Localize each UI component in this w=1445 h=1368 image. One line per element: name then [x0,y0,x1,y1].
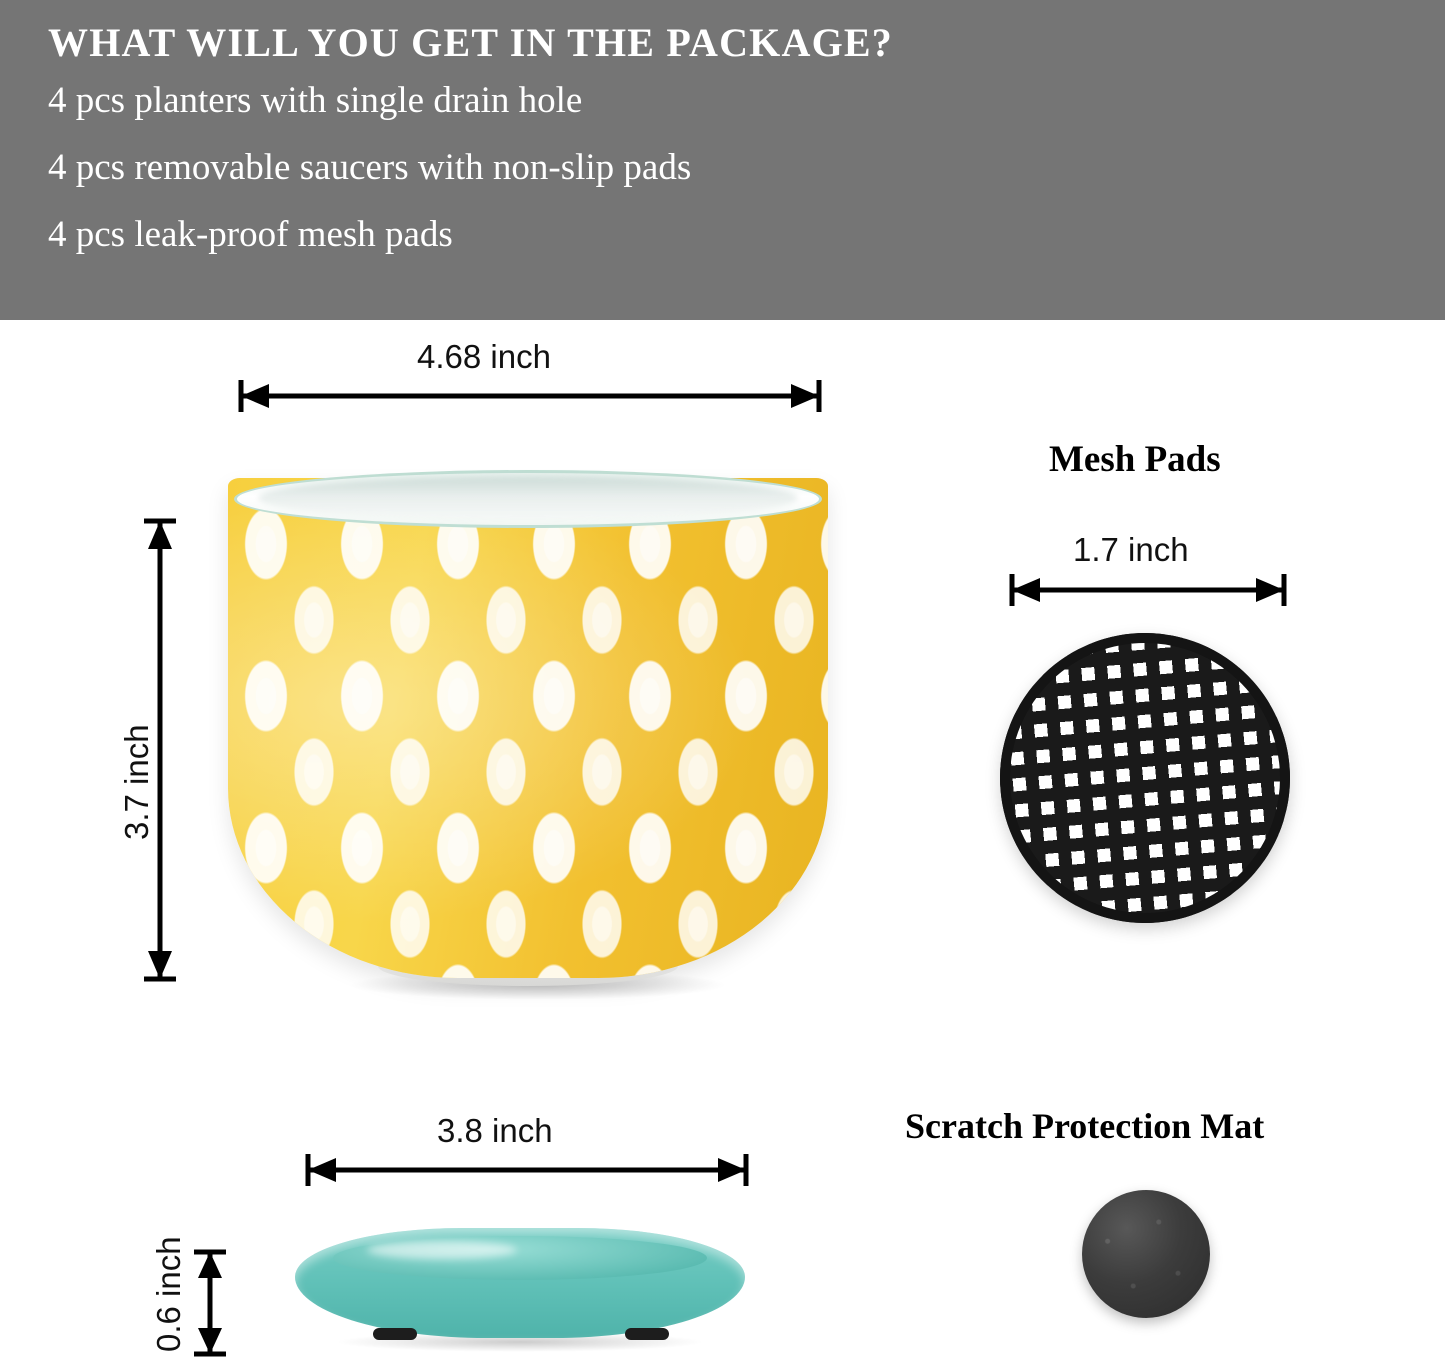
saucer-nonslip-pad-right [625,1328,669,1340]
page-title: WHAT WILL YOU GET IN THE PACKAGE? [48,20,893,65]
mesh-pad-image [988,621,1302,935]
mesh-pads-title: Mesh Pads [1049,439,1221,480]
planter-product-image [228,478,828,988]
package-item-1: 4 pcs planters with single drain hole [48,80,583,121]
mesh-pad-diameter-label: 1.7 inch [1073,531,1189,568]
package-item-3: 4 pcs leak-proof mesh pads [48,214,453,255]
saucer-height-label: 0.6 inch [150,1236,187,1352]
saucer-nonslip-pad-left [373,1328,417,1340]
planter-width-label: 4.68 inch [417,338,551,375]
package-contents-banner [0,0,1445,320]
scratch-protection-mat-image [1082,1190,1210,1318]
package-item-2: 4 pcs removable saucers with non-slip pads [48,147,692,188]
planter-pattern-overlay [266,544,828,978]
planter-inner-shadow [258,476,798,520]
saucer-width-arrow [292,1150,762,1190]
saucer-product-image [295,1228,745,1358]
saucer-height-arrow [190,1238,230,1368]
mesh-pad-width-arrow [998,570,1298,610]
mesh-pad-rim [988,621,1302,935]
saucer-width-label: 3.8 inch [437,1112,553,1149]
saucer-highlight [367,1241,517,1259]
planter-body [228,478,828,978]
planter-height-label: 3.7 inch [118,724,155,840]
planter-height-arrow [140,505,180,995]
planter-width-arrow [225,376,835,416]
scratch-mat-title: Scratch Protection Mat [905,1106,1265,1146]
